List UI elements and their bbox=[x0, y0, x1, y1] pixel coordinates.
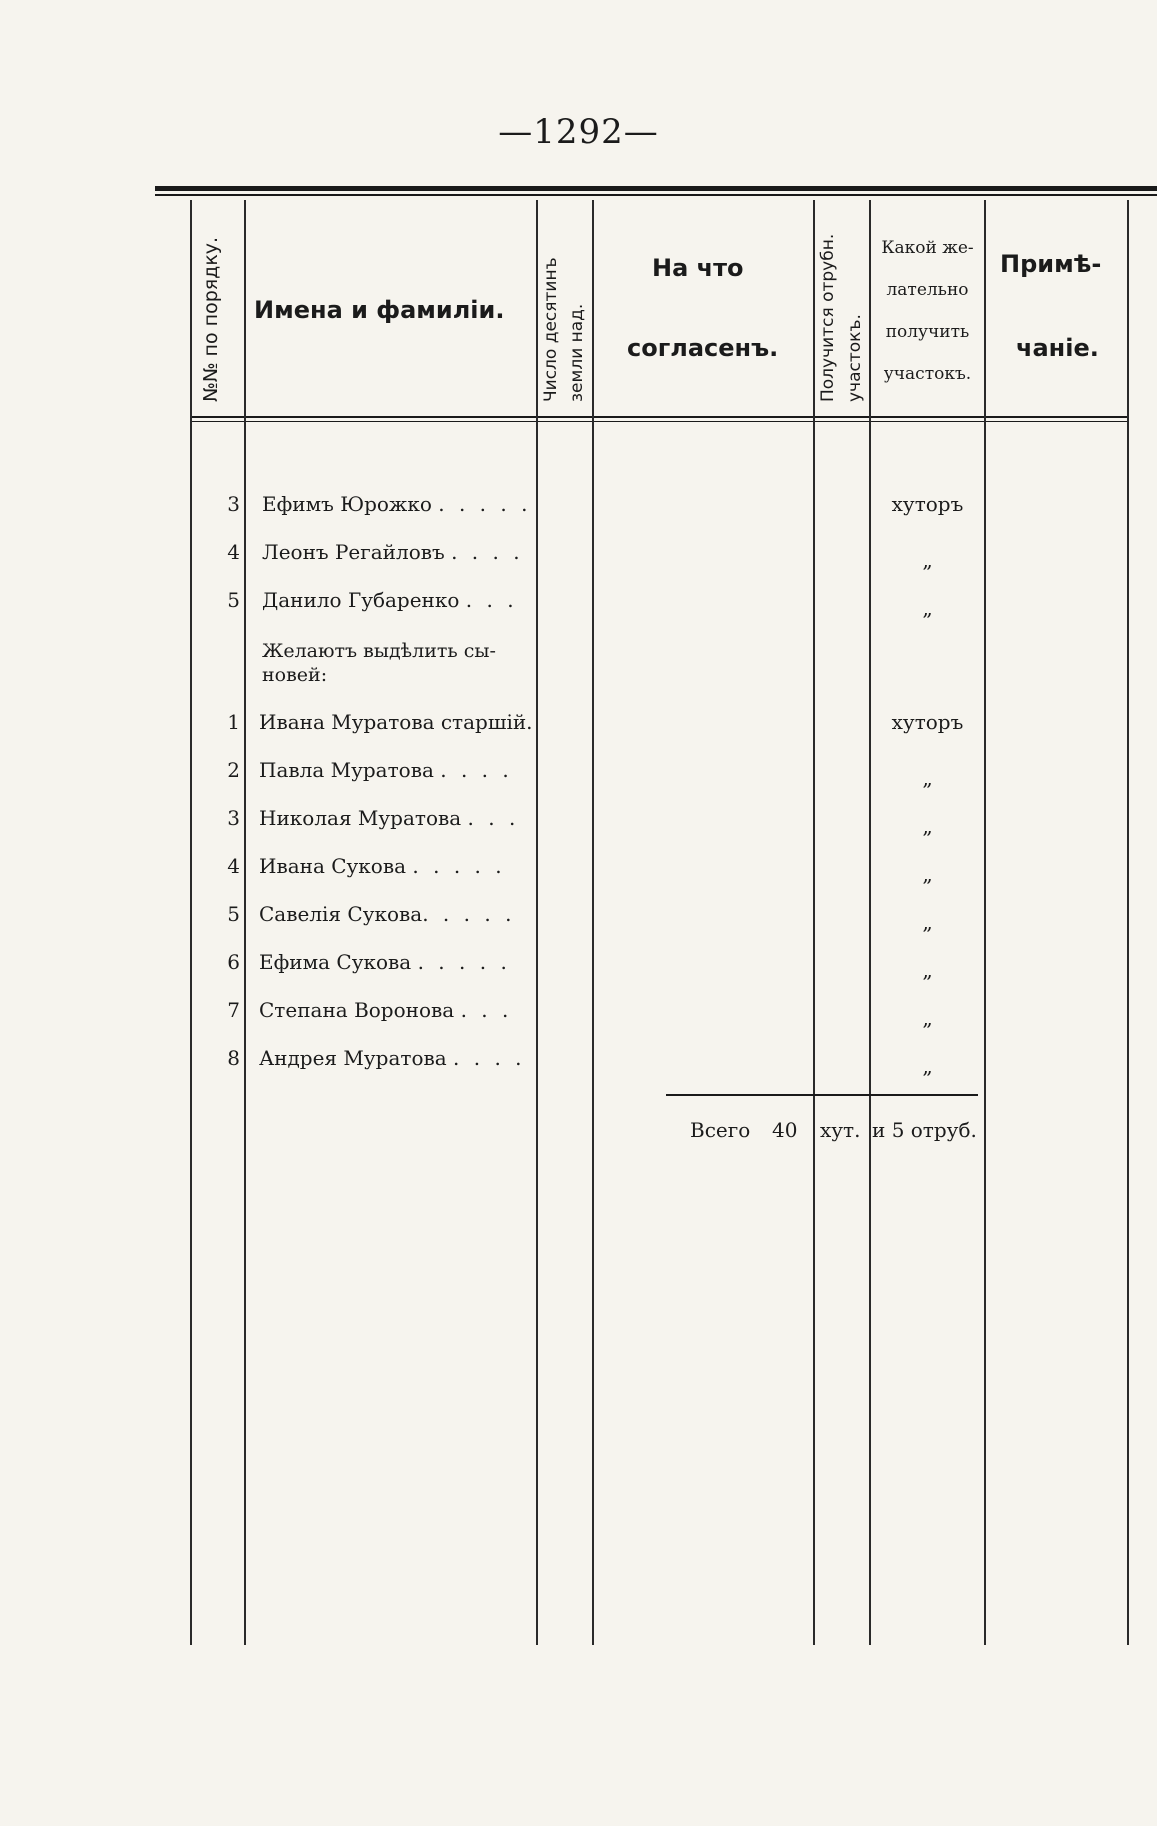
column-line-num bbox=[244, 200, 246, 1645]
row-number: 4 bbox=[227, 540, 240, 564]
section-label-line-1: Желаютъ выдѣлить сы- bbox=[262, 640, 496, 662]
section-label-line-2: новей: bbox=[262, 664, 328, 686]
row-number: 7 bbox=[227, 998, 240, 1022]
column-line-left bbox=[190, 200, 192, 1645]
row-dots: . . . . bbox=[453, 1046, 526, 1070]
row-wish: хуторъ bbox=[891, 492, 964, 516]
header-col-wish-4: участокъ. bbox=[883, 364, 972, 384]
total-label: Всего bbox=[690, 1118, 751, 1142]
row-number: 5 bbox=[227, 588, 240, 612]
row-name-text: Данило Губаренко bbox=[262, 588, 460, 612]
row-name bbox=[259, 710, 537, 734]
row-wish: хуторъ bbox=[891, 710, 964, 734]
row-name bbox=[262, 540, 524, 564]
column-line-right bbox=[1127, 200, 1129, 1645]
row-number: 8 bbox=[227, 1046, 240, 1070]
header-col-note-2: чаніе. bbox=[1016, 334, 1099, 362]
header-col-wish-1: Какой же- bbox=[881, 238, 974, 258]
row-name bbox=[259, 1046, 526, 1070]
row-name bbox=[259, 902, 515, 926]
header-col-note-1: Примѣ- bbox=[1000, 250, 1102, 278]
row-name-text: Ивана Муратова старшій bbox=[259, 710, 527, 734]
row-name bbox=[259, 998, 512, 1022]
row-dots: . . . . bbox=[451, 540, 524, 564]
header-rule bbox=[190, 416, 1127, 418]
row-name bbox=[259, 806, 519, 830]
row-name bbox=[259, 854, 506, 878]
row-dots: . . . bbox=[465, 588, 518, 612]
row-dots: . . . . . bbox=[412, 854, 506, 878]
header-col-obtain-2: участокъ. bbox=[845, 314, 865, 402]
column-line-agree bbox=[813, 200, 815, 1645]
row-wish: „ bbox=[922, 1006, 933, 1030]
row-dots: . . . bbox=[467, 806, 520, 830]
row-wish: „ bbox=[922, 596, 933, 620]
row-name-text: Леонъ Регайловъ bbox=[262, 540, 445, 564]
row-wish: „ bbox=[922, 958, 933, 982]
top-rule-thin bbox=[155, 194, 1157, 196]
row-name-text: Ивана Сукова bbox=[259, 854, 407, 878]
header-col-land-2: земли над. bbox=[567, 303, 587, 402]
header-col-wish-3: получить bbox=[885, 322, 970, 342]
row-dots: . bbox=[526, 710, 537, 734]
row-number: 3 bbox=[227, 806, 240, 830]
row-name bbox=[262, 492, 531, 516]
row-number: 4 bbox=[227, 854, 240, 878]
row-dots: . . . . . bbox=[422, 902, 516, 926]
column-line-names bbox=[536, 200, 538, 1645]
row-wish: „ bbox=[922, 910, 933, 934]
header-col-obtain-1: Получится отрубн. bbox=[818, 233, 838, 402]
row-name-text: Ефимъ Юрожко bbox=[262, 492, 432, 516]
row-name-text: Андрея Муратова bbox=[259, 1046, 447, 1070]
total-count: 40 bbox=[772, 1118, 798, 1142]
header-col-wish-2: лательно bbox=[886, 280, 969, 300]
row-wish: „ bbox=[922, 548, 933, 572]
row-wish: „ bbox=[922, 862, 933, 886]
column-line-land bbox=[592, 200, 594, 1645]
row-name-text: Ефима Сукова bbox=[259, 950, 412, 974]
header-col-names: Имена и фамиліи. bbox=[254, 296, 505, 324]
top-rule bbox=[155, 186, 1157, 191]
row-name bbox=[262, 588, 518, 612]
row-name-text: Савелія Сукова bbox=[259, 902, 423, 926]
row-wish: „ bbox=[922, 766, 933, 790]
row-number: 6 bbox=[227, 950, 240, 974]
header-col-agree-1: На что bbox=[652, 254, 744, 282]
row-dots: . . . . . bbox=[438, 492, 532, 516]
total-rule bbox=[666, 1094, 978, 1096]
row-name-text: Николая Муратова bbox=[259, 806, 462, 830]
page-number: —1292— bbox=[498, 112, 659, 152]
row-name-text: Павла Муратова bbox=[259, 758, 434, 782]
row-name-text: Степана Воронова bbox=[259, 998, 455, 1022]
row-dots: . . . . . bbox=[417, 950, 511, 974]
total-unit: хут. bbox=[820, 1118, 861, 1142]
row-number: 5 bbox=[227, 902, 240, 926]
header-col-num: №№ по порядку. bbox=[200, 236, 222, 402]
total-extra: и 5 отруб. bbox=[872, 1118, 977, 1142]
row-name bbox=[259, 950, 511, 974]
row-number: 2 bbox=[227, 758, 240, 782]
row-wish: „ bbox=[922, 1054, 933, 1078]
row-wish: „ bbox=[922, 814, 933, 838]
header-col-land-1: Число десятинъ bbox=[541, 257, 561, 402]
row-number: 3 bbox=[227, 492, 240, 516]
header-rule-thin bbox=[190, 421, 1127, 422]
header-col-agree-2: согласенъ. bbox=[627, 334, 779, 362]
row-dots: . . . bbox=[460, 998, 513, 1022]
row-name bbox=[259, 758, 513, 782]
row-number: 1 bbox=[227, 710, 240, 734]
row-dots: . . . . bbox=[440, 758, 513, 782]
